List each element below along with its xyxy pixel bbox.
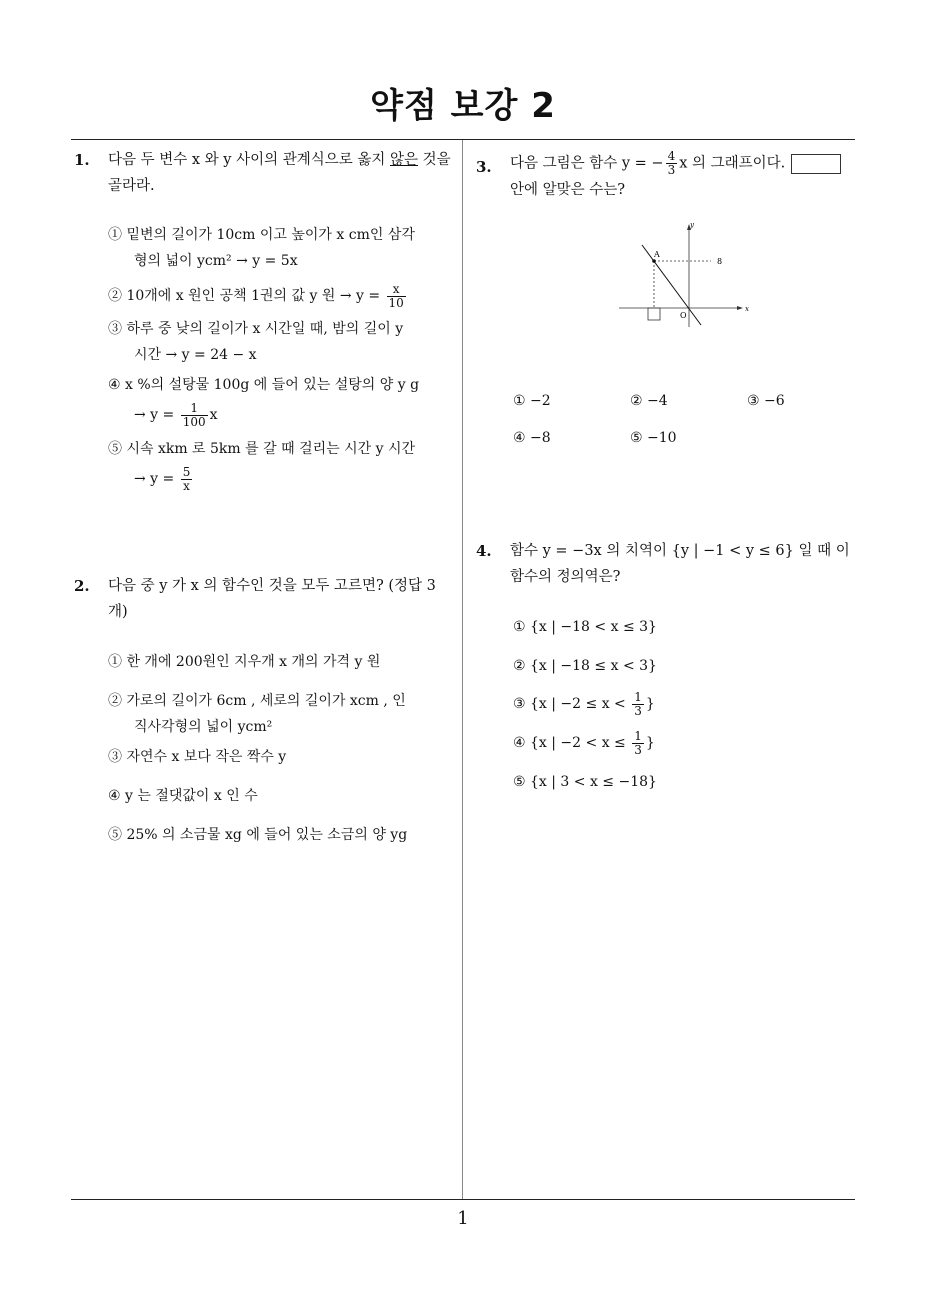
q3-option-5[interactable]: ⑤ −10 bbox=[630, 430, 677, 446]
question-1-emphasis: 않은 bbox=[389, 152, 418, 168]
q1-option-5[interactable] bbox=[108, 436, 415, 496]
question-1-number: 1. bbox=[74, 151, 90, 169]
q1-option-5-line1: ⑤ 시속 xkm 로 5km 를 갈 때 걸리는 시간 y 시간 bbox=[108, 441, 415, 457]
q4-option-5[interactable]: ⑤ {x | 3 < x ≤ −18} bbox=[513, 774, 657, 790]
q1-option-1-line2: 형의 넓이 ycm² → y = 5x bbox=[134, 253, 298, 269]
q3-option-2[interactable]: ② −4 bbox=[630, 393, 668, 409]
question-3-fraction: $\frac{4}{3}$ bbox=[667, 149, 676, 177]
header-rule bbox=[71, 139, 855, 140]
answer-blank-box bbox=[791, 154, 841, 174]
graph-function-line bbox=[642, 245, 701, 325]
graph-x-arrow bbox=[737, 306, 743, 310]
question-2-number: 2. bbox=[74, 577, 90, 595]
q4-option-3[interactable] bbox=[513, 686, 655, 722]
graph-origin-label: O bbox=[680, 311, 687, 320]
graph-blank-box bbox=[648, 308, 660, 320]
q1-option-1-line1: ① 밑변의 길이가 10cm 이고 높이가 x cm인 삼각 bbox=[108, 227, 415, 243]
q1-option-2-text: ② 10개에 x 원인 공책 1권의 값 y 원 → y = bbox=[108, 288, 385, 304]
q1-option-2-fraction: $\frac{x}{10}$ bbox=[388, 281, 404, 310]
question-1 bbox=[74, 147, 458, 199]
q4-option-4-fraction: $\frac{1}{3}$ bbox=[634, 728, 642, 757]
q2-option-2-line1: ② 가로의 길이가 6cm , 세로의 길이가 xcm , 인 bbox=[108, 693, 406, 709]
graph-value-label: 8 bbox=[717, 257, 723, 266]
q1-option-5-fraction: $\frac{5}{x}$ bbox=[182, 464, 191, 493]
question-3-text-line2: 안에 알맞은 수는? bbox=[510, 182, 626, 198]
q1-option-4-line1: ④ x %의 설탕물 100g 에 들어 있는 설탕의 양 y g bbox=[108, 377, 420, 393]
q4-option-1[interactable]: ① {x | −18 < x ≤ 3} bbox=[513, 619, 657, 635]
q2-option-4[interactable]: ④ y 는 절댓값이 x 인 수 bbox=[108, 788, 258, 804]
q2-option-2[interactable] bbox=[108, 688, 406, 740]
graph-y-label: y bbox=[690, 221, 694, 229]
question-4-text-line2: 함수의 정의역은? bbox=[510, 569, 621, 585]
q4-option-3-close: } bbox=[645, 696, 655, 712]
q1-option-4-tail: x bbox=[209, 407, 218, 423]
q1-option-2[interactable] bbox=[108, 276, 408, 316]
question-2-text: 다음 중 y 가 x 의 함수인 것을 모두 고르면? (정답 3 bbox=[108, 578, 436, 594]
q4-option-4-close: } bbox=[645, 735, 655, 751]
q4-option-3-text: ③ {x | −2 ≤ x < bbox=[513, 696, 631, 712]
q1-option-4[interactable] bbox=[108, 372, 419, 432]
footer-rule bbox=[71, 1199, 855, 1200]
q4-option-2[interactable]: ② {x | −18 ≤ x < 3} bbox=[513, 658, 657, 674]
question-1-text: 다음 두 변수 x 와 y 사이의 관계식으로 옳지 bbox=[108, 152, 390, 168]
question-4 bbox=[476, 538, 860, 590]
q3-option-1[interactable]: ① −2 bbox=[513, 393, 551, 409]
q4-option-4[interactable] bbox=[513, 725, 655, 761]
column-divider bbox=[462, 140, 463, 1200]
question-4-text: 함수 y = −3x 의 치역이 {y | −1 < y ≤ 6} 일 때 이 bbox=[510, 543, 850, 559]
q2-option-5[interactable]: ⑤ 25% 의 소금물 xg 에 들어 있는 소금의 양 yg bbox=[108, 827, 408, 843]
q2-option-1[interactable]: ① 한 개에 200원인 지우개 x 개의 가격 y 원 bbox=[108, 654, 381, 670]
q1-option-3-line2: 시간 → y = 24 − x bbox=[134, 347, 257, 363]
question-3 bbox=[476, 150, 860, 203]
q4-option-3-fraction: $\frac{1}{3}$ bbox=[634, 689, 642, 718]
q1-option-4-prefix: → y = bbox=[134, 407, 179, 423]
q1-option-3[interactable] bbox=[108, 316, 403, 368]
q1-option-1[interactable] bbox=[108, 222, 415, 274]
page-title: 약점 보강 2 bbox=[370, 86, 556, 126]
graph-x-label: x bbox=[745, 305, 749, 313]
question-3-number: 3. bbox=[476, 158, 492, 176]
q3-option-3[interactable]: ③ −6 bbox=[747, 393, 785, 409]
question-3-text-end: x 의 그래프이다. bbox=[679, 155, 786, 172]
q3-option-4[interactable]: ④ −8 bbox=[513, 430, 551, 446]
question-2 bbox=[74, 573, 458, 625]
question-1-text-end: 것을 bbox=[417, 152, 451, 168]
question-1-text-line2: 골라라. bbox=[108, 178, 155, 194]
graph-point-label: A bbox=[654, 250, 660, 259]
graph-point-a bbox=[652, 259, 656, 263]
q1-option-3-line1: ③ 하루 중 낮의 길이가 x 시간일 때, 밤의 길이 y bbox=[108, 321, 404, 337]
question-4-number: 4. bbox=[476, 542, 492, 560]
question-2-text-line2: 개) bbox=[108, 604, 128, 620]
q1-option-5-prefix: → y = bbox=[134, 471, 179, 487]
q2-option-2-line2: 직사각형의 넓이 ycm² bbox=[134, 719, 273, 735]
q2-option-3[interactable]: ③ 자연수 x 보다 작은 짝수 y bbox=[108, 749, 287, 765]
q1-option-4-fraction: $\frac{1}{100}$ bbox=[182, 400, 206, 429]
question-3-text: 다음 그림은 함수 y = − bbox=[510, 155, 664, 172]
q3-graph bbox=[615, 215, 755, 330]
page-number: 1 bbox=[457, 1208, 469, 1229]
q4-option-4-text: ④ {x | −2 < x ≤ bbox=[513, 735, 631, 751]
